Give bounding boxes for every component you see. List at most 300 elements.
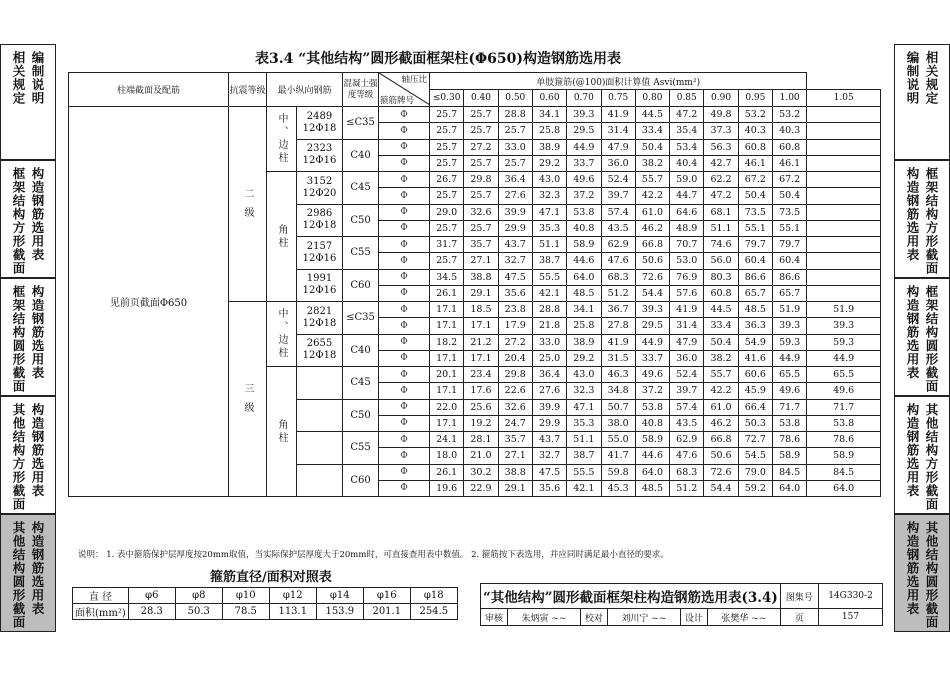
area-value: 35.6 — [498, 285, 532, 301]
area-value: 78.6 — [772, 432, 806, 448]
area-value: 17.1 — [430, 415, 464, 431]
area-value — [807, 285, 881, 301]
stirrup-grade-symbol: Φ — [379, 172, 430, 188]
side-tab-text: 编制说明 — [905, 51, 920, 105]
area-value: 46.2 — [635, 220, 669, 236]
stirrup-grade-symbol: Φ — [379, 448, 430, 464]
checker-name — [607, 609, 680, 626]
rebar-area: 2323 — [306, 143, 333, 155]
area-value: 76.9 — [670, 269, 704, 285]
seismic-grade: 二 级 — [229, 107, 267, 302]
area-value: 49.6 — [807, 383, 881, 399]
area-value: 44.9 — [807, 350, 881, 366]
diameter-cell: φ10 — [222, 588, 269, 604]
area-value: 32.3 — [567, 383, 601, 399]
area-value: 21.0 — [464, 448, 498, 464]
concrete-grade: C60 — [343, 464, 379, 497]
area-value: 59.0 — [670, 172, 704, 188]
area-value: 47.2 — [670, 107, 704, 123]
stirrup-grade-label: 箍筋牌号 — [380, 96, 415, 106]
area-value: 51.9 — [772, 302, 806, 318]
seismic-grade: 三 级 — [229, 302, 267, 497]
axial-ratio-cell: 0.75 — [601, 90, 635, 107]
axial-ratio-cell: 0.85 — [670, 90, 704, 107]
axial-ratio-cell: 0.70 — [567, 90, 601, 107]
designer: 张樊华 — [721, 613, 749, 624]
side-tab-right-1[interactable] — [894, 160, 950, 278]
area-value: 25.7 — [464, 188, 498, 204]
min-rebar — [297, 237, 343, 270]
side-tab-left-0[interactable] — [0, 44, 56, 160]
area-value: 27.2 — [498, 334, 532, 350]
area-value: 25.7 — [464, 123, 498, 139]
area-value: 31.7 — [430, 237, 464, 253]
area-value: 17.1 — [464, 350, 498, 366]
side-tab-right-2[interactable] — [894, 278, 950, 396]
area-value: 54.4 — [635, 285, 669, 301]
area-value: 25.7 — [498, 123, 532, 139]
area-value: 44.6 — [635, 448, 669, 464]
area-value: 27.8 — [601, 318, 635, 334]
stirrup-grade-symbol: Φ — [379, 253, 430, 269]
side-tab-right-3[interactable] — [894, 396, 950, 514]
stirrup-grade-symbol: Φ — [379, 139, 430, 155]
area-value: 51.1 — [704, 220, 738, 236]
area-value: 55.1 — [738, 220, 772, 236]
column-position: 中、边柱 — [267, 302, 297, 367]
area-value: 51.2 — [670, 480, 704, 496]
area-value: 29.9 — [498, 220, 532, 236]
area-value: 78.6 — [807, 432, 881, 448]
area-value: 40.3 — [772, 123, 806, 139]
section-label: 见前页截面Φ650 — [69, 107, 229, 497]
area-value: 48.5 — [567, 285, 601, 301]
stirrup-grade-symbol: Φ — [379, 383, 430, 399]
stirrup-grade-symbol: Φ — [379, 334, 430, 350]
area-cell: 28.3 — [128, 604, 175, 620]
area-value: 55.5 — [532, 269, 566, 285]
stirrup-grade-symbol: Φ — [379, 155, 430, 171]
area-value — [807, 123, 881, 139]
area-value: 38.7 — [532, 253, 566, 269]
area-value: 18.2 — [430, 334, 464, 350]
side-tab-right-4[interactable] — [894, 514, 950, 632]
area-value: 58.9 — [635, 432, 669, 448]
area-value: 47.6 — [601, 253, 635, 269]
area-value: 41.9 — [601, 334, 635, 350]
area-value: 29.9 — [532, 415, 566, 431]
area-value: 27.1 — [464, 253, 498, 269]
area-value: 36.7 — [601, 302, 635, 318]
area-value: 43.0 — [567, 367, 601, 383]
area-value: 32.7 — [498, 253, 532, 269]
concrete-grade: C55 — [343, 237, 379, 270]
header-axial-ratio — [379, 73, 430, 107]
area-value: 32.7 — [532, 448, 566, 464]
column-position: 角柱 — [267, 172, 297, 302]
area-value: 35.3 — [567, 415, 601, 431]
area-value: 39.3 — [635, 302, 669, 318]
area-value: 64.0 — [635, 464, 669, 480]
area-value: 53.2 — [772, 107, 806, 123]
side-tab-text: 编制说明 — [30, 51, 45, 105]
side-tab-text: 框架结构方形截面 — [11, 167, 26, 275]
stirrup-grade-symbol: Φ — [379, 318, 430, 334]
area-value: 34.5 — [430, 269, 464, 285]
area-value: 32.3 — [532, 188, 566, 204]
area-value: 29.2 — [532, 155, 566, 171]
area-value: 50.4 — [635, 139, 669, 155]
area-value: 26.1 — [430, 464, 464, 480]
area-value: 44.9 — [635, 334, 669, 350]
reviewer: 朱炳寅 — [521, 613, 549, 624]
area-value: 34.1 — [567, 302, 601, 318]
area-value: 47.9 — [670, 334, 704, 350]
area-value: 64.0 — [807, 480, 881, 496]
area-value: 25.8 — [567, 318, 601, 334]
area-value: 35.6 — [532, 480, 566, 496]
area-value: 49.6 — [772, 383, 806, 399]
area-value: 29.1 — [498, 480, 532, 496]
header-min-rebar: 最小纵向钢筋 — [267, 73, 343, 107]
checker: 刘川宁 — [621, 613, 649, 624]
area-value: 20.1 — [430, 367, 464, 383]
area-value: 39.3 — [772, 318, 806, 334]
area-value: 38.8 — [498, 464, 532, 480]
rebar-area: 2489 — [306, 110, 333, 122]
area-value: 22.9 — [464, 480, 498, 496]
area-value: 39.9 — [498, 204, 532, 220]
area-value: 29.5 — [567, 123, 601, 139]
area-value: 56.3 — [704, 139, 738, 155]
rebar-area: 3152 — [306, 175, 333, 187]
area-cell: 201.1 — [363, 604, 410, 620]
side-tab-text: 其他结构方形截面 — [924, 403, 939, 511]
area-value: 27.6 — [498, 188, 532, 204]
min-rebar — [297, 269, 343, 302]
area-value: 39.7 — [670, 383, 704, 399]
area-value: 29.5 — [635, 318, 669, 334]
area-value: 31.4 — [601, 123, 635, 139]
concrete-grade: C45 — [343, 367, 379, 400]
area-value: 43.7 — [532, 432, 566, 448]
area-value: 47.9 — [601, 139, 635, 155]
area-value: 25.8 — [532, 123, 566, 139]
area-value: 39.3 — [807, 318, 881, 334]
concrete-grade: ≤C35 — [343, 107, 379, 140]
area-value: 47.6 — [670, 448, 704, 464]
area-value: 37.2 — [635, 383, 669, 399]
side-tab-text: 相关规定 — [924, 51, 939, 105]
side-tab-text: 框架结构圆形截面 — [11, 285, 26, 393]
designer-name — [707, 609, 780, 626]
area-value: 58.9 — [772, 448, 806, 464]
area-value: 25.7 — [430, 139, 464, 155]
area-value: 39.9 — [532, 399, 566, 415]
area-value: 66.8 — [704, 432, 738, 448]
side-tab-left-3[interactable] — [0, 396, 56, 514]
area-value: 38.9 — [567, 334, 601, 350]
area-value: 84.5 — [772, 464, 806, 480]
area-cell: 78.5 — [222, 604, 269, 620]
stirrup-grade-symbol: Φ — [379, 188, 430, 204]
stirrup-grade-symbol: Φ — [379, 415, 430, 431]
area-value: 59.8 — [601, 464, 635, 480]
rebar-area: 2986 — [306, 208, 333, 220]
stirrup-grade-symbol: Φ — [379, 107, 430, 123]
area-value: 17.1 — [430, 302, 464, 318]
area-value: 57.4 — [601, 204, 635, 220]
area-value: 41.6 — [738, 350, 772, 366]
area-value: 44.9 — [567, 139, 601, 155]
area-value: 46.2 — [704, 415, 738, 431]
area-value: 71.7 — [772, 399, 806, 415]
area-value: 22.6 — [498, 383, 532, 399]
stirrup-grade-symbol: Φ — [379, 269, 430, 285]
min-rebar — [297, 172, 343, 205]
area-value — [807, 172, 881, 188]
concrete-grade: C55 — [343, 432, 379, 465]
area-value: 53.2 — [738, 107, 772, 123]
title-block — [480, 583, 883, 626]
area-value: 46.1 — [772, 155, 806, 171]
area-value: 53.8 — [807, 415, 881, 431]
area-value: 58.9 — [567, 237, 601, 253]
area-value: 34.8 — [601, 383, 635, 399]
side-tab-text: 构造钢筋选用表 — [905, 403, 920, 498]
area-value: 29.8 — [464, 172, 498, 188]
side-tab-right-0[interactable] — [894, 44, 950, 160]
area-value: 55.7 — [635, 172, 669, 188]
rebar-bars: 12Φ18 — [302, 350, 337, 362]
area-value: 86.6 — [772, 269, 806, 285]
area-value: 41.7 — [601, 448, 635, 464]
area-value: 47.2 — [704, 188, 738, 204]
area-value — [807, 107, 881, 123]
area-value: 29.2 — [567, 350, 601, 366]
header-stirrup-area: 单肢箍筋(@100)面积计算值 Asvi(mm²) — [430, 73, 807, 90]
area-value: 54.4 — [704, 480, 738, 496]
title-block-title: “其他结构”圆形截面框架柱构造钢筋选用表(3.4) — [481, 584, 781, 609]
area-value: 74.6 — [704, 237, 738, 253]
area-value: 53.4 — [670, 139, 704, 155]
rebar-area: 2157 — [306, 240, 333, 252]
area-value: 65.5 — [772, 367, 806, 383]
axial-ratio-cell: 0.60 — [532, 90, 566, 107]
area-value: 25.7 — [430, 253, 464, 269]
review-label: 审核 — [481, 609, 508, 626]
rebar-bars: 12Φ18 — [302, 122, 337, 134]
concrete-grade: C45 — [343, 172, 379, 205]
side-tab-text: 构造钢筋选用表 — [905, 167, 920, 262]
stirrup-grade-symbol: Φ — [379, 432, 430, 448]
side-tab-text: 构造钢筋选用表 — [30, 285, 45, 380]
area-value: 28.1 — [464, 432, 498, 448]
area-value: 44.5 — [635, 107, 669, 123]
area-value: 25.7 — [430, 107, 464, 123]
area-value: 40.4 — [670, 155, 704, 171]
area-row — [73, 604, 458, 620]
area-value: 29.0 — [430, 204, 464, 220]
area-value — [807, 237, 881, 253]
min-rebar — [297, 139, 343, 172]
stirrup-grade-symbol: Φ — [379, 285, 430, 301]
area-value: 86.6 — [738, 269, 772, 285]
min-rebar — [297, 432, 343, 465]
side-tab-left-1[interactable] — [0, 160, 56, 278]
area-value: 71.7 — [807, 399, 881, 415]
area-value: 73.5 — [738, 204, 772, 220]
area-value — [807, 155, 881, 171]
rebar-selection-table — [68, 72, 881, 497]
area-value: 35.3 — [532, 220, 566, 236]
area-value: 31.5 — [601, 350, 635, 366]
area-value: 50.7 — [601, 399, 635, 415]
area-value: 42.1 — [567, 480, 601, 496]
column-position: 中、边柱 — [267, 107, 297, 172]
stirrup-grade-symbol: Φ — [379, 480, 430, 496]
side-tab-left-2[interactable] — [0, 278, 56, 396]
area-value — [807, 220, 881, 236]
area-value: 40.8 — [635, 415, 669, 431]
area-value: 55.0 — [601, 432, 635, 448]
area-value: 36.4 — [532, 367, 566, 383]
diameter-cell: φ14 — [316, 588, 363, 604]
area-value: 58.9 — [807, 448, 881, 464]
area-value: 41.9 — [601, 107, 635, 123]
reviewer-signature: ~~ — [551, 613, 567, 624]
area-value — [807, 269, 881, 285]
area-value: 23.8 — [498, 302, 532, 318]
area-value: 44.7 — [670, 188, 704, 204]
area-value — [807, 253, 881, 269]
area-value: 59.3 — [807, 334, 881, 350]
area-value: 80.3 — [704, 269, 738, 285]
area-value: 38.2 — [635, 155, 669, 171]
area-value: 45.9 — [738, 383, 772, 399]
axial-ratio-cell: 0.40 — [464, 90, 498, 107]
notes: 说明： 1. 表中箍筋保护层厚度按20mm取值，当实际保护层厚度大于20mm时，可直接查用表中数值。 2. 箍筋按下表选用，并应同时满足最小直径的要求。 — [78, 550, 669, 560]
area-value: 36.0 — [670, 350, 704, 366]
axial-ratio-cell: 0.90 — [704, 90, 738, 107]
area-value: 33.0 — [498, 139, 532, 155]
area-value: 47.1 — [567, 399, 601, 415]
area-value: 57.4 — [670, 399, 704, 415]
area-cell: 153.9 — [316, 604, 363, 620]
area-value: 60.8 — [738, 139, 772, 155]
area-value: 60.8 — [772, 139, 806, 155]
area-value: 36.3 — [738, 318, 772, 334]
stirrup-grade-symbol: Φ — [379, 464, 430, 480]
area-cell: 50.3 — [175, 604, 222, 620]
area-value: 25.7 — [464, 220, 498, 236]
area-value: 61.0 — [635, 204, 669, 220]
area-value: 44.9 — [772, 350, 806, 366]
min-rebar — [297, 107, 343, 140]
column-position: 角柱 — [267, 367, 297, 497]
area-value: 28.8 — [498, 107, 532, 123]
atlas-label: 图集号 — [780, 584, 818, 609]
area-value: 79.0 — [738, 464, 772, 480]
area-value: 47.5 — [498, 269, 532, 285]
side-tab-text: 其他结构圆形截面 — [924, 521, 939, 629]
area-value: 62.2 — [704, 172, 738, 188]
area-value: 38.7 — [567, 448, 601, 464]
area-value: 72.6 — [704, 464, 738, 480]
area-value: 38.9 — [532, 139, 566, 155]
stirrup-grade-symbol: Φ — [379, 367, 430, 383]
stirrup-grade-symbol: Φ — [379, 399, 430, 415]
area-value: 25.7 — [430, 220, 464, 236]
area-value: 56.0 — [704, 253, 738, 269]
side-tab-left-4[interactable] — [0, 514, 56, 632]
area-value: 51.1 — [532, 237, 566, 253]
rebar-bars: 12Φ16 — [302, 155, 337, 167]
area-value: 52.4 — [601, 172, 635, 188]
area-value: 33.7 — [567, 155, 601, 171]
area-value: 59.2 — [738, 480, 772, 496]
area-value: 53.0 — [670, 253, 704, 269]
min-rebar — [297, 302, 343, 335]
area-value: 53.8 — [635, 399, 669, 415]
area-value: 62.9 — [670, 432, 704, 448]
area-value: 64.0 — [772, 480, 806, 496]
area-value: 68.3 — [601, 269, 635, 285]
area-value: 21.2 — [464, 334, 498, 350]
area-value: 30.2 — [464, 464, 498, 480]
area-value: 54.5 — [738, 448, 772, 464]
atlas-number: 14G330-2 — [819, 584, 883, 609]
area-value: 52.4 — [670, 367, 704, 383]
area-value: 41.9 — [670, 302, 704, 318]
min-rebar — [297, 399, 343, 432]
area-value: 33.0 — [532, 334, 566, 350]
header-section: 柱端截面及配筋 — [69, 73, 229, 107]
area-value: 44.5 — [704, 302, 738, 318]
area-value: 43.7 — [498, 237, 532, 253]
area-cell: 113.1 — [269, 604, 316, 620]
check-label: 校对 — [580, 609, 607, 626]
area-value: 40.8 — [567, 220, 601, 236]
area-value: 65.7 — [738, 285, 772, 301]
header-concrete-grade: 混凝土强度等级 — [343, 73, 379, 107]
area-value: 18.0 — [430, 448, 464, 464]
table-row — [69, 107, 881, 123]
area-value: 23.4 — [464, 367, 498, 383]
area-value: 79.7 — [738, 237, 772, 253]
area-value: 54.9 — [738, 334, 772, 350]
area-value: 42.2 — [635, 188, 669, 204]
area-value: 25.7 — [498, 155, 532, 171]
stirrup-grade-symbol: Φ — [379, 237, 430, 253]
area-value: 26.7 — [430, 172, 464, 188]
side-tab-text: 构造钢筋选用表 — [30, 521, 45, 616]
area-value: 65.7 — [772, 285, 806, 301]
area-value: 59.3 — [772, 334, 806, 350]
area-table-title: 箍筋直径/面积对照表 — [210, 570, 332, 585]
concrete-grade: C50 — [343, 204, 379, 237]
area-value: 44.6 — [567, 253, 601, 269]
area-value: 64.0 — [567, 269, 601, 285]
axial-ratio-cell: 1.00 — [772, 90, 806, 107]
area-value: 29.1 — [464, 285, 498, 301]
area-value: 49.8 — [704, 107, 738, 123]
area-value: 37.3 — [704, 123, 738, 139]
stirrup-grade-symbol: Φ — [379, 220, 430, 236]
area-value: 24.7 — [498, 415, 532, 431]
area-value: 38.0 — [601, 415, 635, 431]
area-value: 36.4 — [498, 172, 532, 188]
